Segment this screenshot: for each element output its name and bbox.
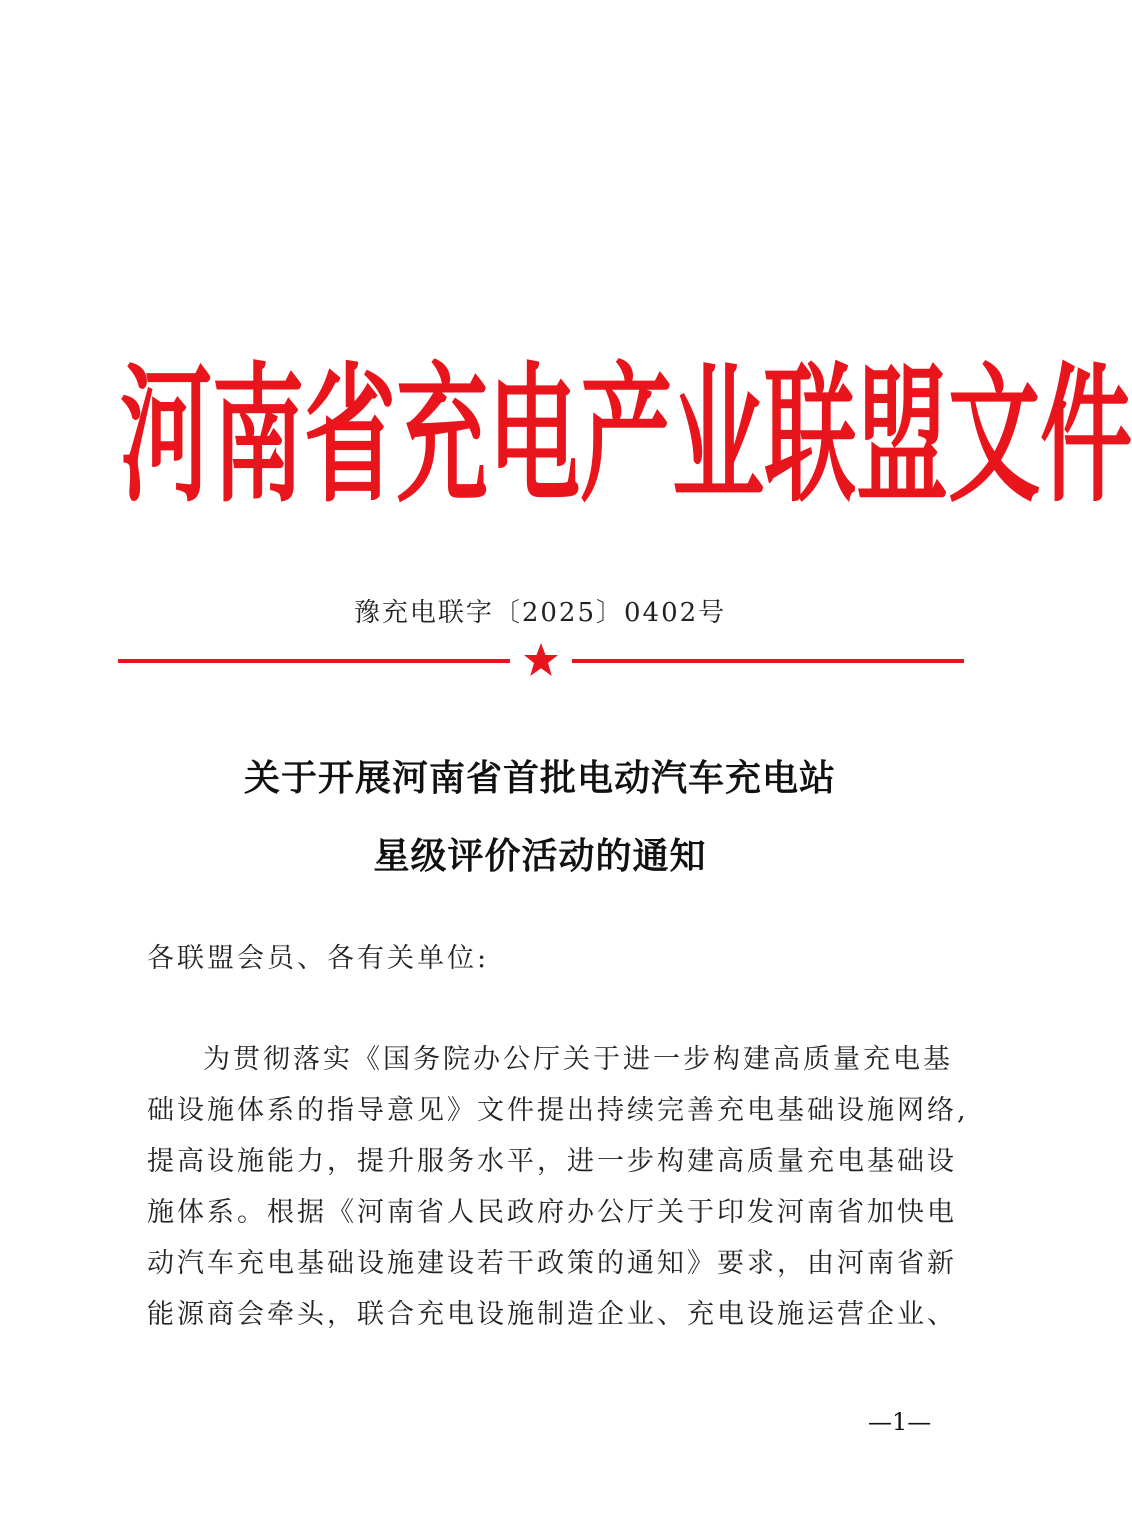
body-line: 动汽车充电基础设施建设若干政策的通知》要求，由河南省新 [147, 1248, 957, 1279]
masthead-char: 业 [672, 349, 765, 523]
masthead-char: 盟 [856, 349, 949, 523]
body-line: 础设施体系的指导意见》文件提出持续完善充电基础设施网络, [147, 1095, 969, 1126]
body-paragraph [147, 1034, 969, 1340]
salutation: 各联盟会员、各有关单位: [147, 943, 490, 974]
masthead-char: 产 [580, 349, 673, 523]
page-number: —1— [868, 1408, 932, 1436]
masthead-char: 电 [488, 349, 581, 523]
document-number: 豫充电联字〔2025〕0402号 [353, 598, 727, 628]
red-divider-left [118, 659, 510, 663]
star-icon [521, 640, 561, 680]
body-line: 施体系。根据《河南省人民政府办公厅关于印发河南省加快电 [147, 1197, 957, 1228]
body-line: 提高设施能力，提升服务水平，进一步构建高质量充电基础设 [147, 1146, 957, 1177]
masthead-char: 件 [1040, 349, 1132, 523]
red-divider-right [572, 659, 964, 663]
body-line: 能源商会牵头，联合充电设施制造企业、充电设施运营企业、 [147, 1299, 957, 1330]
masthead-char: 充 [396, 349, 489, 523]
masthead-char: 南 [212, 349, 305, 523]
masthead-char: 联 [764, 349, 857, 523]
masthead-char: 省 [304, 349, 397, 523]
masthead-char: 文 [948, 349, 1041, 523]
masthead-title [120, 349, 1132, 523]
body-line: 为贯彻落实《国务院办公厅关于进一步构建高质量充电基 [203, 1044, 953, 1075]
masthead-char: 河 [120, 349, 213, 523]
notice-title-line-1: 关于开展河南省首批电动汽车充电站 [243, 757, 836, 799]
notice-title-line-2: 星级评价活动的通知 [373, 835, 707, 877]
